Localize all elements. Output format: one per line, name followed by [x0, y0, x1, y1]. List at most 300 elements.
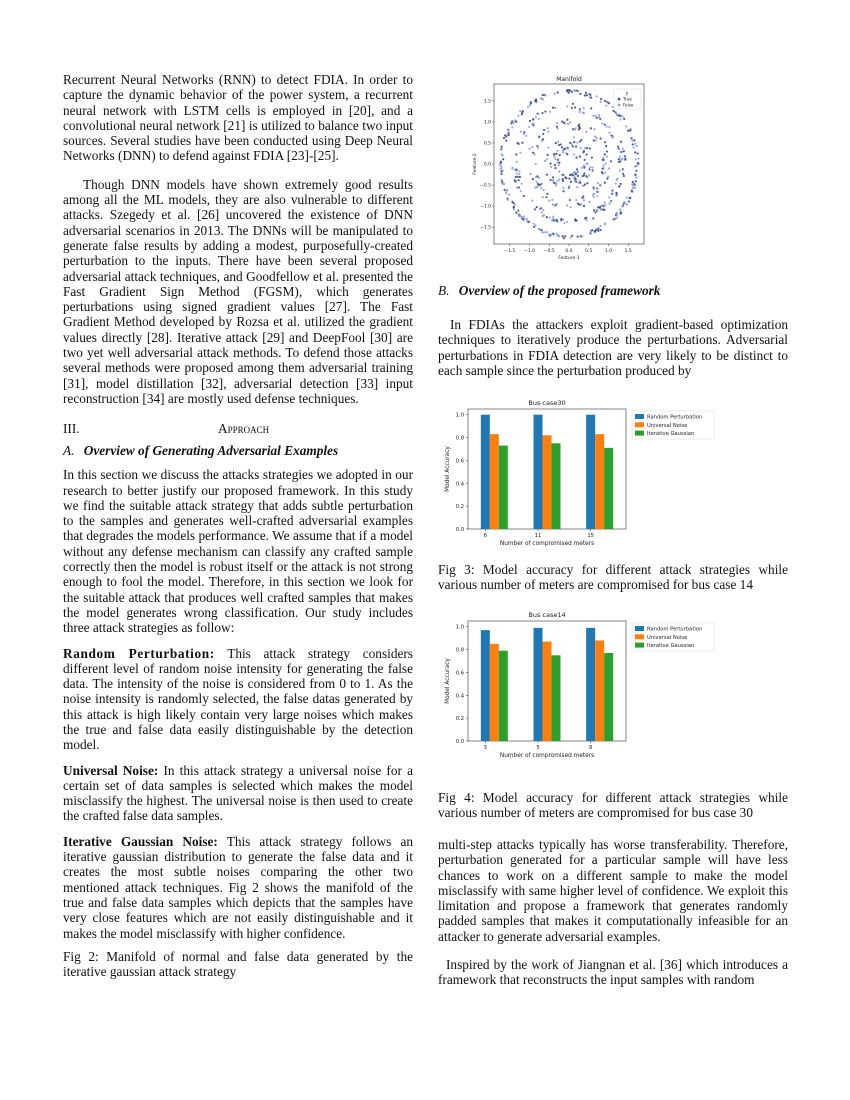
scatter-point — [556, 180, 558, 182]
paragraph-rnn: Recurrent Neural Networks (RNN) to detect FDIA. In order to capture the dynamic behavior of the power system, a recurrent neural network with LSTM cells is employed in [20], and a convolutional neural network [21] is utilized to balance two input sources. Several studies have been conducted using Deep Neural Networks (DNN) to defend against FDIA [23]-[25]. — [63, 72, 413, 164]
scatter-point — [577, 171, 579, 173]
scatter-point — [633, 139, 635, 141]
scatter-point — [608, 167, 610, 169]
scatter-point — [556, 122, 558, 124]
x-tick-label: 1.0 — [604, 249, 613, 254]
section-number: III. — [63, 421, 80, 437]
scatter-point — [552, 179, 554, 181]
scatter-point — [586, 163, 588, 165]
scatter-point — [611, 193, 613, 195]
y-tick-label: 0.0 — [455, 739, 464, 745]
scatter-point — [562, 187, 564, 189]
bus-case30-bar-chart — [440, 395, 740, 553]
scatter-point — [589, 166, 591, 168]
scatter-point — [575, 178, 577, 180]
scatter-point — [582, 185, 584, 187]
scatter-point — [552, 176, 554, 178]
y-tick-label: 1.0 — [455, 412, 464, 419]
scatter-point — [629, 129, 631, 131]
scatter-point — [569, 121, 571, 123]
scatter-point — [618, 148, 620, 150]
scatter-point — [540, 98, 542, 100]
scatter-point — [616, 212, 618, 214]
scatter-point — [534, 208, 536, 210]
scatter-point — [579, 108, 581, 110]
term-universal-noise: Universal Noise: — [63, 762, 159, 778]
scatter-point — [541, 231, 543, 233]
scatter-point — [576, 168, 578, 170]
scatter-point — [620, 141, 622, 143]
scatter-point — [551, 199, 553, 201]
scatter-point — [516, 169, 518, 171]
scatter-point — [501, 153, 503, 155]
scatter-point — [608, 132, 610, 134]
scatter-point — [593, 128, 595, 130]
scatter-point — [634, 143, 636, 145]
legend-swatch — [635, 414, 644, 419]
scatter-point — [635, 176, 637, 178]
legend-label: Universal Noise — [647, 422, 688, 429]
scatter-point — [600, 101, 602, 103]
scatter-point — [511, 201, 513, 203]
scatter-point — [521, 216, 523, 218]
scatter-point — [546, 193, 548, 195]
scatter-point — [500, 173, 502, 175]
scatter-point — [619, 156, 621, 158]
scatter-point — [624, 155, 626, 157]
scatter-point — [516, 172, 518, 174]
scatter-point — [607, 176, 609, 178]
fig2-caption: Fig 2: Manifold of normal and false data generated by the iterative gaussian attack strategy — [63, 948, 413, 980]
scatter-point — [522, 110, 524, 112]
bar-random-perturbation — [481, 415, 490, 529]
scatter-point — [571, 107, 573, 109]
scatter-point — [614, 217, 616, 219]
scatter-point — [583, 172, 585, 174]
scatter-point — [582, 112, 584, 114]
scatter-point — [635, 180, 637, 182]
scatter-point — [606, 155, 608, 157]
scatter-point — [515, 121, 517, 123]
scatter-point — [499, 168, 501, 170]
scatter-point — [635, 158, 637, 160]
scatter-point — [554, 164, 556, 166]
scatter-point — [582, 151, 584, 153]
legend-label: Universal Noise — [647, 634, 688, 641]
bar-iterative-gaussian — [499, 446, 508, 529]
x-tick-label: 5 — [536, 745, 540, 751]
scatter-point — [563, 222, 565, 224]
scatter-point — [576, 186, 578, 188]
paragraph-transferability: multi-step attacks typically has worse transferability. Therefore, perturbation generated for a particular sample will have less chances to work on a different sample to make the model misclassify with same higher level of confidence. We exploit this limitation and propose a framework that generates randomly padded samples that makes it computationally infeasible for an attacker to generate adversarial examples. — [438, 837, 788, 944]
scatter-point — [521, 113, 523, 115]
scatter-point — [610, 160, 612, 162]
scatter-point — [584, 217, 586, 219]
scatter-point — [503, 137, 505, 139]
scatter-point — [605, 145, 607, 147]
scatter-point — [616, 177, 618, 179]
scatter-point — [593, 139, 595, 141]
bar-iterative-gaussian — [499, 651, 508, 741]
scatter-point — [579, 180, 581, 182]
scatter-point — [588, 168, 590, 170]
scatter-point — [627, 130, 629, 132]
scatter-point — [623, 150, 625, 152]
scatter-point — [529, 120, 531, 122]
scatter-point — [591, 166, 593, 168]
scatter-point — [550, 166, 552, 168]
scatter-point — [547, 146, 549, 148]
scatter-point — [552, 107, 554, 109]
scatter-point — [539, 229, 541, 231]
scatter-point — [557, 235, 559, 237]
scatter-point — [527, 106, 529, 108]
scatter-point — [604, 123, 606, 125]
scatter-point — [577, 90, 579, 92]
scatter-point — [554, 93, 556, 95]
fig4-caption: Fig 4: Model accuracy for different attack strategies while various number of meters are compromised for bus case 30 — [438, 790, 788, 821]
scatter-point — [602, 172, 604, 174]
scatter-point — [523, 131, 525, 133]
scatter-point — [515, 153, 517, 155]
scatter-point — [520, 190, 522, 192]
bar-random-perturbation — [586, 628, 595, 741]
scatter-point — [566, 153, 568, 155]
manifold-scatter-chart — [470, 72, 660, 272]
scatter-point — [596, 210, 598, 212]
scatter-point — [584, 159, 586, 161]
scatter-point — [558, 171, 560, 173]
scatter-point — [621, 116, 623, 118]
scatter-point — [559, 154, 561, 156]
subsection-b-title: Overview of the proposed framework — [458, 283, 661, 298]
scatter-point — [546, 158, 548, 160]
scatter-point — [510, 122, 512, 124]
scatter-point — [611, 136, 613, 138]
scatter-point — [599, 118, 601, 120]
scatter-point — [599, 225, 601, 227]
scatter-point — [548, 199, 550, 201]
scatter-point — [577, 235, 579, 237]
scatter-point — [596, 195, 598, 197]
scatter-point — [580, 204, 582, 206]
iterative-gaussian-text: This attack strategy follows an iterative gaussian distribution to generate the false data and it creates the most subtle noises comparing the other two mentioned attack techniques. Fig 2 shows the manifold of the true and false data samples which depicts that the samples have very close features which are not easily distinguishable and it makes the model misclassify with higher confidence. — [63, 833, 413, 941]
scatter-point — [604, 181, 606, 183]
scatter-point — [575, 145, 577, 147]
random-perturbation-text: This attack strategy considers different level of random noise intensity for generating the false data. The intensity of the noise is considered from 0 to 1. As the noise intensity is randomly selected, the false datas generated by this attack is high likely contain very large noises which makes the true and false data easily distinguishable by the detection model. — [63, 645, 413, 753]
legend-label: Random Perturbation — [647, 414, 703, 421]
bar-universal-noise — [490, 644, 499, 741]
scatter-point — [533, 223, 535, 225]
right-column-continued — [438, 837, 788, 988]
scatter-point — [542, 215, 544, 217]
y-tick-label: 1.5 — [483, 99, 491, 105]
y-tick-label: 0.4 — [455, 481, 464, 488]
scatter-point — [507, 129, 509, 131]
scatter-point — [535, 163, 537, 165]
scatter-point — [532, 118, 534, 120]
scatter-point — [504, 189, 506, 191]
x-axis-label: Number of compromised meters — [499, 753, 595, 759]
scatter-point — [626, 203, 628, 205]
y-tick-label: 0.5 — [483, 141, 491, 147]
scatter-point — [604, 201, 606, 203]
scatter-point — [612, 110, 614, 112]
subsection-a-label: A. — [63, 443, 75, 459]
scatter-point — [568, 178, 570, 180]
scatter-point — [512, 122, 514, 124]
bus-case14-figure — [440, 607, 740, 765]
legend-title: y — [625, 91, 629, 97]
scatter-point — [583, 174, 585, 176]
legend-swatch — [635, 431, 644, 436]
scatter-point — [561, 121, 563, 123]
scatter-point — [518, 143, 520, 145]
scatter-point — [557, 159, 559, 161]
scatter-point — [511, 126, 513, 128]
scatter-point — [637, 162, 639, 164]
scatter-point — [628, 200, 630, 202]
scatter-point — [563, 237, 565, 239]
scatter-point — [555, 142, 557, 144]
scatter-point — [592, 115, 594, 117]
scatter-point — [502, 158, 504, 160]
scatter-point — [625, 125, 627, 127]
scatter-point — [519, 110, 521, 112]
scatter-point — [604, 141, 606, 143]
scatter-point — [603, 209, 605, 211]
scatter-point — [575, 199, 577, 201]
subsection-b — [438, 283, 788, 378]
scatter-point — [553, 204, 555, 206]
scatter-point — [561, 235, 563, 237]
legend-label: Random Perturbation — [647, 626, 703, 633]
x-axis-label: Feature-1 — [558, 256, 580, 261]
scatter-point — [503, 183, 505, 185]
scatter-point — [568, 185, 570, 187]
scatter-point — [514, 204, 516, 206]
scatter-point — [543, 189, 545, 191]
scatter-point — [595, 140, 597, 142]
chart-title: Bus case14 — [528, 611, 566, 619]
scatter-point — [604, 223, 606, 225]
legend-marker-false — [618, 104, 621, 107]
scatter-point — [558, 179, 560, 181]
scatter-point — [530, 173, 532, 175]
scatter-point — [586, 219, 588, 221]
scatter-point — [500, 148, 502, 150]
scatter-point — [618, 161, 620, 163]
scatter-point — [549, 111, 551, 113]
chart-title: Manifold — [556, 76, 582, 83]
scatter-point — [562, 174, 564, 176]
scatter-point — [546, 127, 548, 129]
scatter-point — [621, 205, 623, 207]
scatter-point — [634, 165, 636, 167]
y-tick-label: 0.2 — [455, 716, 464, 723]
scatter-point — [635, 170, 637, 172]
y-tick-label: −1.5 — [480, 225, 491, 231]
scatter-point — [601, 168, 603, 170]
scatter-point — [554, 158, 556, 160]
scatter-point — [501, 179, 503, 181]
scatter-point — [542, 133, 544, 135]
bar-iterative-gaussian — [604, 653, 613, 741]
scatter-point — [596, 191, 598, 193]
chart-title: Bus case30 — [528, 399, 566, 407]
scatter-point — [606, 178, 608, 180]
scatter-point — [583, 205, 585, 207]
paragraph-attack-strategies: In this section we discuss the attacks strategies we adopted in our research to better justify our proposed framework. In this study we find the suitable attack strategy that adds subtle perturbation to the samples and generates well-crafted adversarial examples that degrades the models performance. We assume that if a model without any defense mechanism can classify any crafted sample correctly then the model is robust itself or the attack is not strong enough to fool the model. Therefore, in this section we look for the suitable attack that produces well crafted samples that makes the model generates wrong classification. Our study includes three attack strategies as follow: — [63, 467, 413, 636]
scatter-point — [556, 150, 558, 152]
bar-iterative-gaussian — [604, 448, 613, 529]
scatter-point — [599, 229, 601, 231]
scatter-point — [529, 148, 531, 150]
scatter-point — [561, 146, 563, 148]
scatter-point — [582, 195, 584, 197]
scatter-point — [514, 179, 516, 181]
scatter-point — [519, 152, 521, 154]
x-axis-label: Number of compromised meters — [499, 541, 595, 547]
scatter-point — [511, 168, 513, 170]
scatter-point — [594, 115, 596, 117]
scatter-point — [575, 180, 577, 182]
scatter-point — [622, 173, 624, 175]
scatter-point — [549, 163, 551, 165]
bar-universal-noise — [543, 642, 552, 741]
y-tick-label: 0.8 — [455, 435, 464, 442]
scatter-point — [517, 115, 519, 117]
scatter-point — [568, 92, 570, 94]
scatter-point — [597, 182, 599, 184]
scatter-point — [554, 167, 556, 169]
scatter-point — [588, 201, 590, 203]
y-tick-label: 0.2 — [455, 504, 464, 511]
scatter-point — [553, 156, 555, 158]
universal-noise-text: In this attack strategy a universal noise for a certain set of data samples is selected which makes the model misclassify the highest. The universal noise is then used to create the crafted false data samples. — [63, 762, 414, 824]
scatter-point — [519, 215, 521, 217]
y-tick-label: −0.5 — [480, 183, 491, 189]
scatter-point — [507, 199, 509, 201]
scatter-point — [540, 187, 542, 189]
scatter-point — [590, 127, 592, 129]
scatter-point — [605, 105, 607, 107]
scatter-point — [553, 153, 555, 155]
scatter-point — [530, 101, 532, 103]
scatter-point — [586, 153, 588, 155]
scatter-point — [619, 115, 621, 117]
subsection-a-title: Overview of Generating Adversarial Examples — [83, 443, 339, 459]
subsection-b-heading — [438, 283, 788, 299]
scatter-point — [624, 158, 626, 160]
scatter-point — [615, 194, 617, 196]
scatter-point — [623, 175, 625, 177]
scatter-point — [606, 150, 608, 152]
scatter-point — [555, 233, 557, 235]
legend-swatch — [635, 634, 644, 639]
scatter-point — [566, 119, 568, 121]
scatter-point — [544, 94, 546, 96]
x-tick-label: 8 — [589, 745, 593, 751]
scatter-point — [617, 145, 619, 147]
scatter-point — [588, 174, 590, 176]
scatter-point — [589, 147, 591, 149]
scatter-point — [515, 212, 517, 214]
scatter-point — [516, 161, 518, 163]
scatter-point — [544, 160, 546, 162]
bus-case14-bar-chart — [440, 607, 740, 765]
scatter-point — [585, 175, 587, 177]
x-tick-label: 11 — [534, 533, 542, 539]
scatter-point — [604, 100, 606, 102]
scatter-point — [584, 94, 586, 96]
scatter-point — [566, 105, 568, 107]
left-column — [63, 72, 413, 979]
paragraph-fdia-gradient: In FDIAs the attackers exploit gradient-based optimization techniques to iteratively produce the perturbations. Adversarial perturbations in FDIA detection are very likely to be distinct to each sample since the perturbation produced by — [438, 317, 788, 378]
scatter-point — [586, 147, 588, 149]
scatter-point — [528, 221, 530, 223]
paragraph-random-perturbation — [63, 646, 413, 753]
scatter-point — [519, 176, 521, 178]
scatter-point — [518, 179, 520, 181]
scatter-point — [634, 186, 636, 188]
scatter-point — [570, 237, 572, 239]
bar-random-perturbation — [534, 415, 543, 529]
scatter-point — [593, 196, 595, 198]
scatter-point — [585, 131, 587, 133]
legend-label-true: True — [623, 96, 632, 102]
scatter-point — [550, 179, 552, 181]
scatter-point — [501, 146, 503, 148]
paragraph-universal-noise — [63, 763, 413, 824]
scatter-point — [579, 111, 581, 113]
scatter-point — [531, 200, 533, 202]
y-tick-label: −1.0 — [480, 204, 491, 210]
scatter-point — [581, 167, 583, 169]
bar-iterative-gaussian — [552, 443, 561, 529]
scatter-point — [619, 151, 621, 153]
scatter-point — [552, 216, 554, 218]
scatter-point — [601, 122, 603, 124]
scatter-point — [606, 101, 608, 103]
scatter-point — [555, 153, 557, 155]
scatter-point — [554, 107, 556, 109]
scatter-point — [558, 164, 560, 166]
scatter-point — [598, 116, 600, 118]
scatter-point — [596, 95, 598, 97]
scatter-point — [585, 92, 587, 94]
scatter-point — [523, 133, 525, 135]
scatter-point — [616, 215, 618, 217]
scatter-point — [620, 183, 622, 185]
scatter-point — [579, 156, 581, 158]
x-tick-label: −1.0 — [524, 249, 535, 254]
term-random-perturbation: Random Perturbation: — [63, 645, 215, 661]
scatter-point — [597, 227, 599, 229]
scatter-point — [592, 217, 594, 219]
scatter-point — [535, 116, 537, 118]
scatter-point — [591, 156, 593, 158]
scatter-point — [636, 165, 638, 167]
scatter-point — [632, 143, 634, 145]
scatter-point — [600, 209, 602, 211]
scatter-point — [580, 147, 582, 149]
y-tick-label: 0.0 — [455, 527, 464, 533]
scatter-point — [632, 181, 634, 183]
scatter-point — [581, 235, 583, 237]
scatter-point — [536, 206, 538, 208]
scatter-point — [574, 106, 576, 108]
